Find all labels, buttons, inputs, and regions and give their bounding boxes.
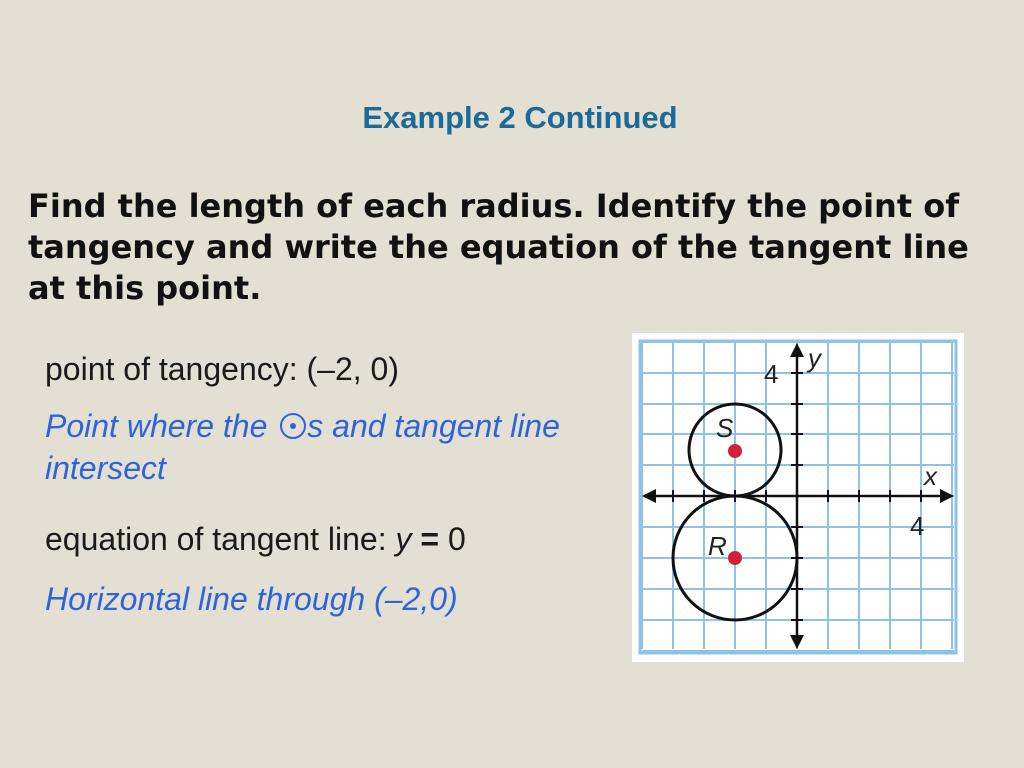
axes xyxy=(642,343,954,649)
label-S: S xyxy=(716,413,734,443)
y-axis-label: y xyxy=(808,343,821,373)
point-of-tangency-text: point of tangency: (–2, 0) xyxy=(45,351,399,387)
equation-variable: y xyxy=(395,521,412,557)
graph-canvas xyxy=(632,333,964,662)
equation-prefix: equation of tangent line: xyxy=(45,521,396,557)
tangency-explanation xyxy=(45,405,565,489)
problem-prompt: Find the length of each radius. Identify the point of tangency and write the equation of the tangent line at this point. xyxy=(28,187,969,307)
label-R: R xyxy=(708,531,727,561)
equation-explanation: Horizontal line through (–2,0) xyxy=(45,581,458,617)
slide-title: Example 2 Continued xyxy=(362,100,678,135)
y-axis-arrow-down xyxy=(790,635,804,649)
equation-value: 0 xyxy=(447,521,466,557)
x-axis-arrow-left xyxy=(642,489,656,503)
point-R xyxy=(728,551,742,565)
tangent-equation xyxy=(45,518,466,560)
y-axis-arrow-up xyxy=(790,343,804,357)
coordinate-graph xyxy=(632,333,964,662)
x-axis-label: x xyxy=(924,461,937,491)
explanation-text-start: Point where the xyxy=(45,408,277,444)
circle-symbol-icon xyxy=(280,413,306,439)
y-tick-label: 4 xyxy=(764,359,779,389)
equation-equals: = xyxy=(420,521,440,557)
point-S xyxy=(728,444,742,458)
explanation-text-end: s and tangent line intersect xyxy=(45,408,560,486)
x-tick-label: 4 xyxy=(910,511,925,541)
